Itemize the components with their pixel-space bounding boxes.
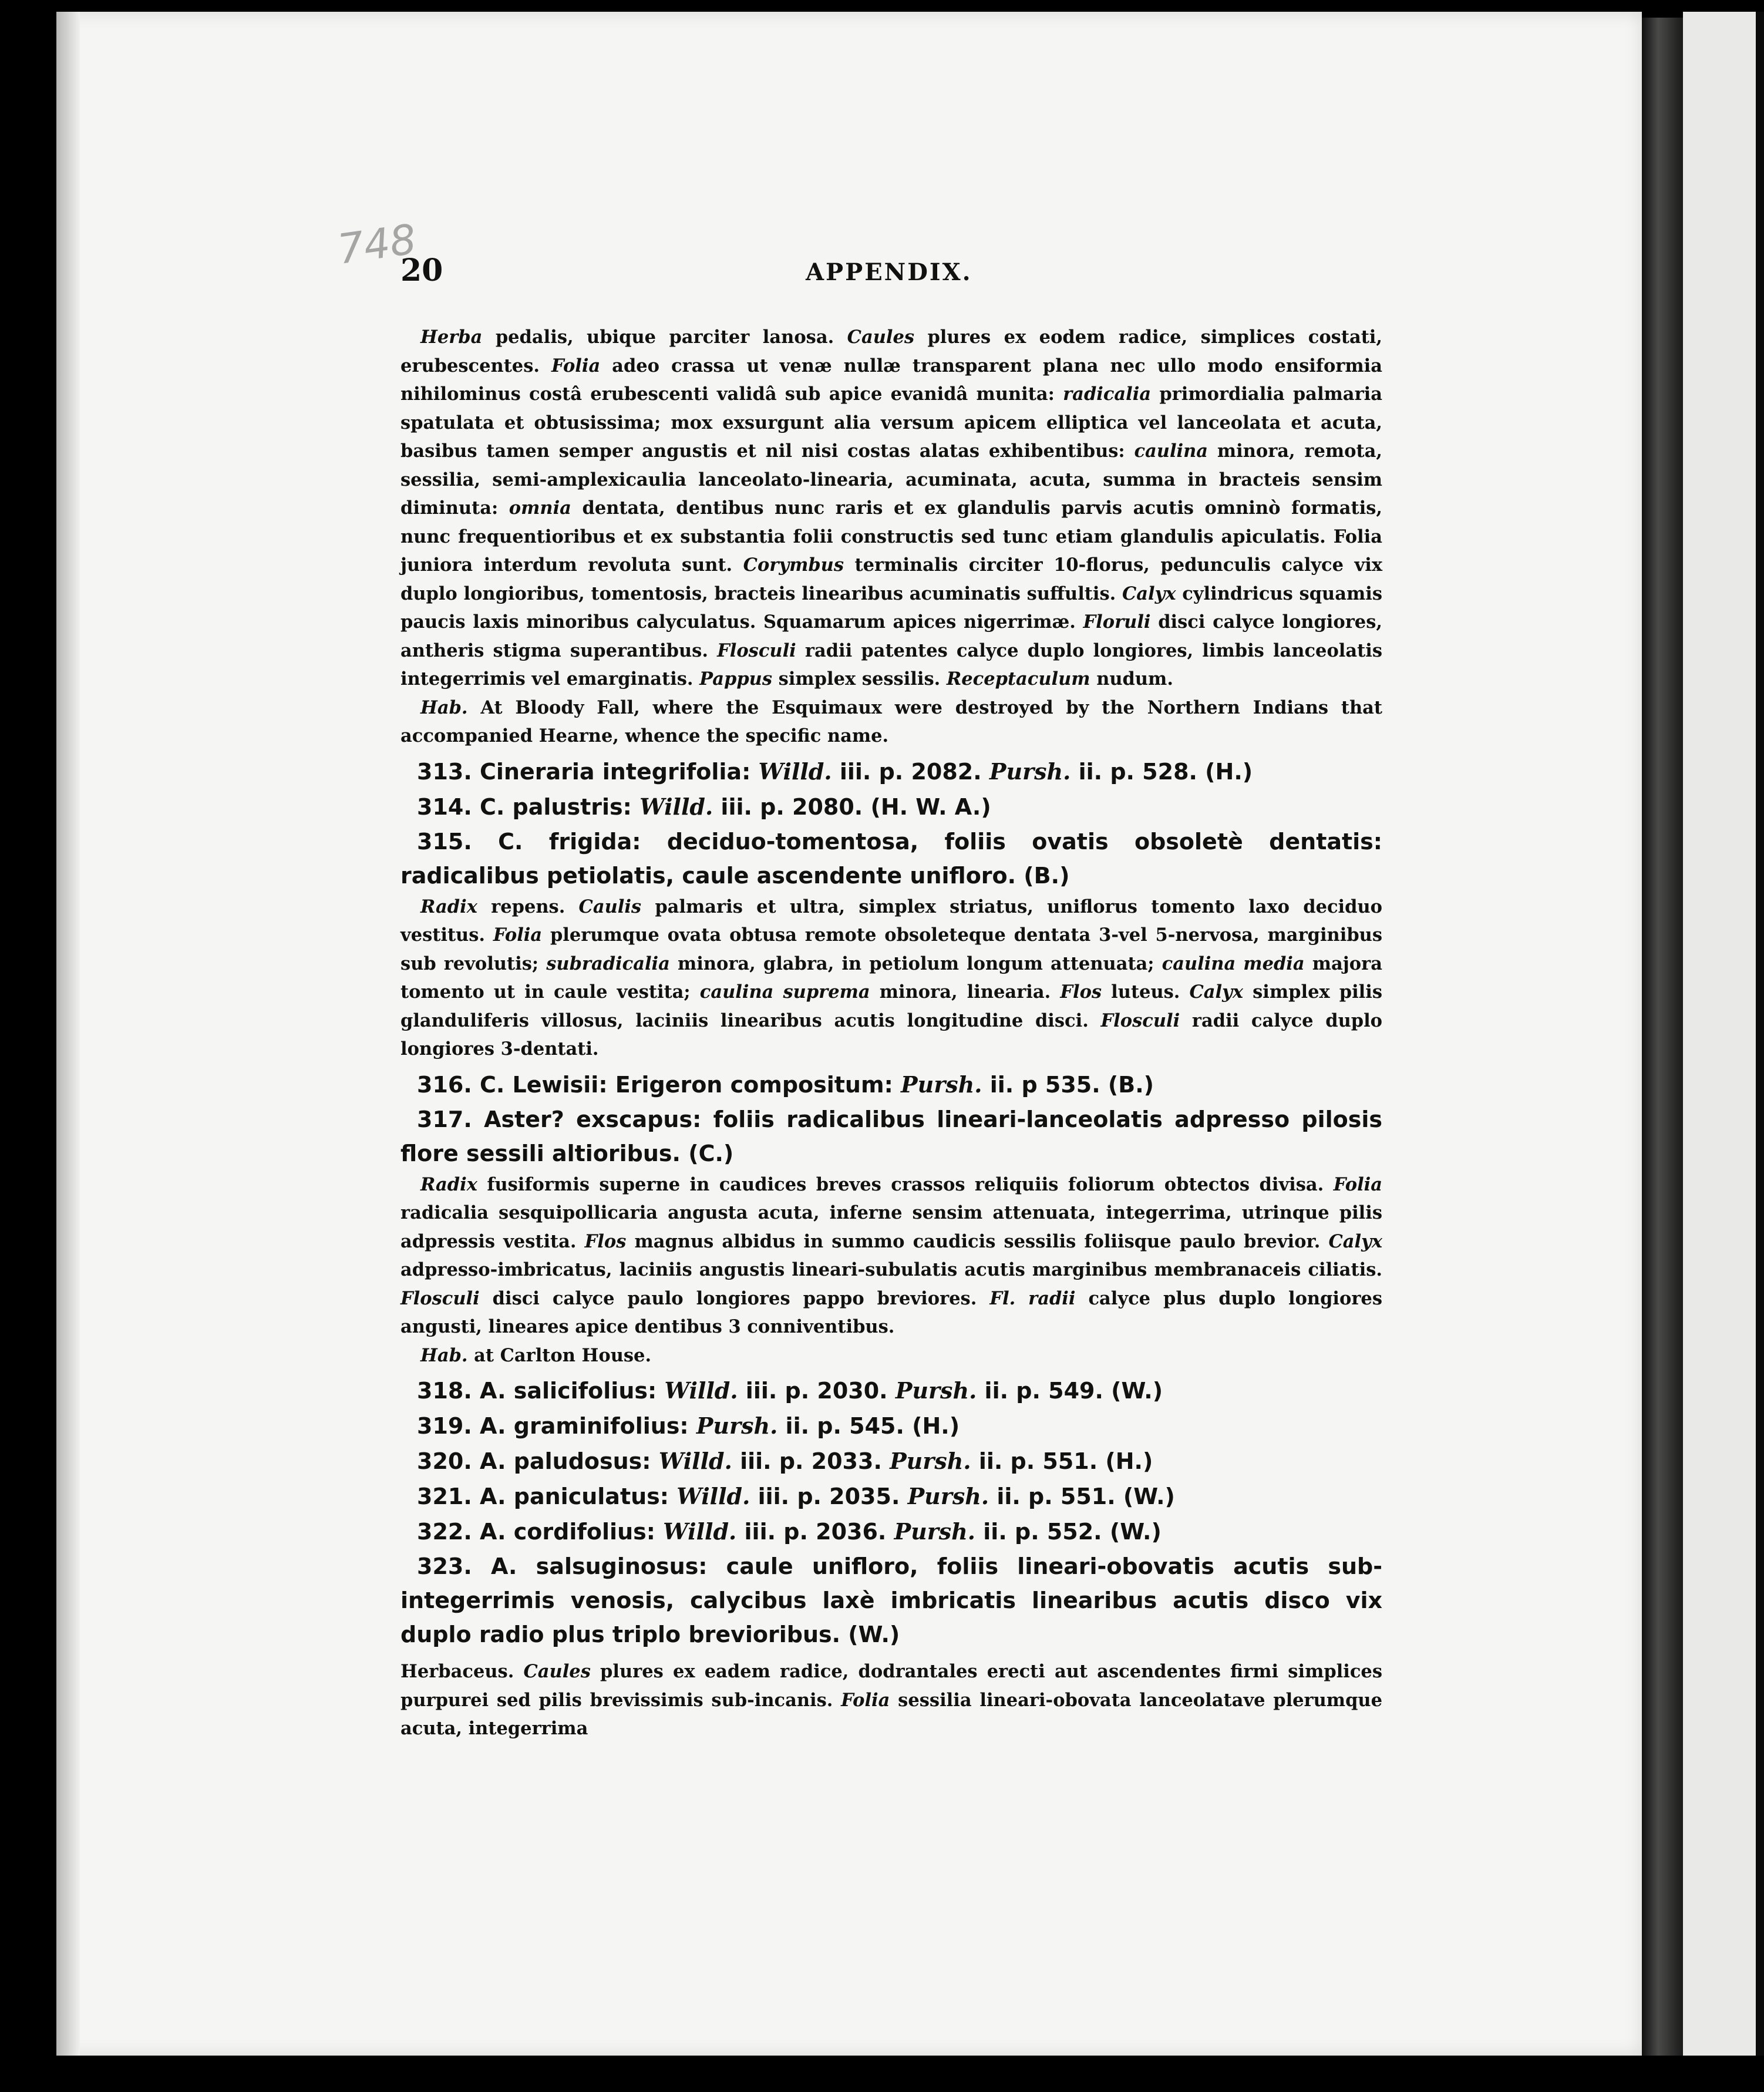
- description-paragraph: [400, 1171, 1382, 1341]
- term-calyx: Calyx: [1189, 981, 1244, 1003]
- entry-315: [400, 825, 1382, 893]
- author-pursh: Pursh.: [696, 1412, 778, 1439]
- author-pursh: Pursh.: [895, 1377, 977, 1404]
- term-folia: Folia: [1333, 1173, 1382, 1195]
- term-caulina: caulina: [1134, 440, 1208, 462]
- entry-number: 316.: [417, 1071, 472, 1098]
- text-run: iii. p. 2080. (H. W. A.): [713, 793, 991, 820]
- author-willd: Willd.: [664, 1377, 738, 1404]
- description-paragraph: [400, 1657, 1382, 1743]
- book-spine: [1642, 18, 1683, 2073]
- author-pursh: Pursh.: [890, 1448, 971, 1474]
- term-caules: Caules: [523, 1661, 591, 1682]
- author-willd: Willd.: [676, 1483, 750, 1509]
- entry-320: [400, 1444, 1382, 1479]
- text-run: A. paniculatus:: [472, 1484, 677, 1509]
- text-run: At Bloody Fall, where the Esquimaux were destroyed by the Northern Indians that accompanied Hearne, whence the specific name.: [400, 697, 1382, 746]
- text-run: cylindricus squamis paucis laxis minoribus calyculatus. Squamarum apices nigerrimæ.: [400, 583, 1382, 633]
- entry-313: [400, 754, 1382, 789]
- text-run: A. graminifolius:: [472, 1413, 696, 1439]
- pencil-annotation: 748: [334, 215, 419, 274]
- author-pursh: Pursh.: [907, 1483, 989, 1509]
- text-run: adpresso-imbricatus, laciniis angustis lineari-subulatis acutis marginibus membranaceis ciliatis.: [400, 1259, 1382, 1280]
- text-run: plerumque ovata obtusa remote obsoleteque dentata 3-vel 5-nervosa, marginibus sub revolutis;: [400, 924, 1382, 974]
- entry-316: [400, 1067, 1382, 1102]
- text-run: C. Lewisii: Erigeron compositum:: [472, 1071, 901, 1098]
- entry-number: 315.: [417, 828, 472, 855]
- description-paragraph: [400, 893, 1382, 1064]
- term-radix: Radix: [420, 896, 477, 917]
- text-run: nudum.: [1090, 668, 1173, 690]
- text-run: ii. p. 545. (H.): [777, 1413, 960, 1439]
- entry-314: [400, 789, 1382, 825]
- entry-number: 321.: [417, 1484, 472, 1509]
- author-pursh: Pursh.: [894, 1518, 976, 1545]
- text-run: iii. p. 2082.: [831, 758, 989, 785]
- term-caules: Caules: [847, 327, 915, 348]
- term-radix: Radix: [420, 1173, 477, 1195]
- text-run: disci calyce longiores, antheris stigma superantibus.: [400, 611, 1382, 661]
- text-run: ii. p. 552. (W.): [975, 1519, 1162, 1545]
- author-willd: Willd.: [658, 1448, 732, 1474]
- entry-number: 322.: [417, 1519, 472, 1545]
- facing-page-border: [1756, 12, 1764, 2067]
- author-pursh: Pursh.: [901, 1071, 982, 1098]
- text-run: repens.: [477, 896, 579, 917]
- term-caulina-suprema: caulina suprema: [699, 981, 870, 1003]
- text-run: plures ex eodem radice, simplices costati, erubescentes.: [400, 327, 1383, 376]
- text-run: Herbaceus.: [400, 1661, 524, 1682]
- term-flos: Flos: [584, 1230, 627, 1252]
- text-run: ii. p. 528. (H.): [1070, 758, 1253, 785]
- text-run: Cineraria integrifolia:: [472, 758, 759, 785]
- term-radicalia: radicalia: [1063, 384, 1152, 405]
- text-run: minora, remota, sessilia, semi-amplexicaulia lanceolato-linearia, acuminata, acuta, summa in bracteis sensim diminuta:: [400, 440, 1382, 519]
- text-run: minora, glabra, in petiolum longum attenuata;: [669, 953, 1162, 974]
- entry-323: [400, 1549, 1382, 1652]
- entry-number: 313.: [417, 758, 472, 785]
- text-run: dentata, dentibus nunc raris et ex glandulis parvis acutis omninò formatis, nunc frequentioribus et ex substantia folii constructis sed tunc etiam glandulis apiculatis. Folia juniora interdum revoluta sunt.: [400, 497, 1382, 576]
- term-hab: Hab.: [420, 1344, 468, 1366]
- term-fl-radii: Fl. radii: [989, 1287, 1076, 1309]
- text-run: A. cordifolius:: [472, 1519, 664, 1545]
- term-flos: Flos: [1060, 981, 1102, 1003]
- entry-number: 318.: [417, 1378, 472, 1404]
- text-run: simplex pilis glanduliferis villosus, laciniis linearibus acutis longitudine disci.: [400, 981, 1382, 1031]
- running-title: APPENDIX.: [806, 258, 972, 286]
- text-run: Aster? exscapus: foliis radicalibus lineari-lanceolatis adpresso pilosis flore sessili altioribus. (C.): [400, 1106, 1382, 1166]
- text-run: magnus albidus in summo caudicis sessilis foliisque paulo brevior.: [626, 1230, 1329, 1252]
- text-run: calyce plus duplo longiores angusti, lineares apice dentibus 3 conniventibus.: [400, 1287, 1383, 1337]
- term-floruli: Floruli: [1083, 611, 1151, 633]
- term-flosculi: Flosculi: [717, 640, 796, 661]
- entry-322: [400, 1514, 1382, 1549]
- text-run: ii. p. 551. (W.): [989, 1484, 1175, 1509]
- term-calyx: Calyx: [1328, 1230, 1382, 1252]
- text-run: terminalis circiter 10-florus, pedunculis calyce vix duplo longioribus, tomentosis, bracteis linearibus acuminatis suffultis.: [400, 554, 1382, 604]
- term-flosculi: Flosculi: [400, 1287, 480, 1309]
- term-folia: Folia: [841, 1689, 890, 1711]
- text-run: pedalis, ubique parciter lanosa.: [482, 327, 847, 348]
- page-gutter-shadow: [56, 12, 80, 2056]
- habitat-paragraph: [400, 1341, 1382, 1370]
- text-run: iii. p. 2036.: [736, 1519, 894, 1545]
- description-paragraph: [400, 323, 1382, 694]
- term-folia: Folia: [493, 924, 543, 946]
- page-number: 20: [400, 253, 443, 288]
- scan-bottom-border: [0, 2056, 1764, 2092]
- text-run: at Carlton House.: [467, 1344, 652, 1366]
- text-run: ii. p. 551. (H.): [971, 1448, 1153, 1474]
- text-run: A. salsuginosus: caule unifloro, foliis lineari-obovatis acutis sub-integerrimis venosis, calycibus laxè imbricatis linearibus acutis disco vix duplo radio plus triplo brevioribus. (W.): [400, 1553, 1382, 1647]
- entry-319: [400, 1408, 1382, 1444]
- text-run: radicalia sesquipollicaria angusta acuta, inferne sensim attenuata, integerrima, utrinque pilis adpressis vestita.: [400, 1202, 1382, 1252]
- text-run: sessilia lineari-obovata lanceolatave plerumque acuta, integerrima: [400, 1689, 1382, 1739]
- facing-page-edge: [1683, 12, 1764, 2067]
- entry-317: [400, 1102, 1382, 1171]
- term-flosculi: Flosculi: [1100, 1010, 1180, 1031]
- author-willd: Willd.: [663, 1518, 737, 1545]
- entry-318: [400, 1373, 1382, 1408]
- term-corymbus: Corymbus: [743, 554, 844, 576]
- text-run: A. salicifolius:: [472, 1378, 665, 1404]
- text-run: simplex sessilis.: [772, 668, 947, 690]
- entry-number: 314.: [417, 793, 472, 820]
- entry-number: 317.: [417, 1106, 472, 1132]
- term-herba: Herba: [420, 327, 483, 348]
- text-run: C. frigida: deciduo-tomentosa, foliis ovatis obsoletè dentatis: radicalibus petiolatis, caule ascendente unifloro. (B.): [400, 828, 1382, 889]
- text-run: majora tomento ut in caule vestita;: [400, 953, 1382, 1003]
- text-run: disci calyce paulo longiores pappo breviores.: [479, 1287, 990, 1309]
- text-run: C. palustris:: [472, 793, 640, 820]
- text-run: iii. p. 2033.: [732, 1448, 890, 1474]
- term-folia: Folia: [551, 355, 601, 376]
- entry-number: 319.: [417, 1413, 472, 1439]
- text-run: minora, linearia.: [870, 981, 1061, 1003]
- term-hab: Hab.: [420, 697, 468, 718]
- text-run: A. paludosus:: [472, 1448, 659, 1474]
- term-subradicalia: subradicalia: [546, 953, 670, 974]
- term-omnia: omnia: [509, 497, 571, 519]
- text-run: radii patentes calyce duplo longiores, limbis lanceolatis integerrimis vel emarginatis.: [400, 640, 1382, 690]
- term-caulis: Caulis: [578, 896, 642, 917]
- entry-321: [400, 1479, 1382, 1514]
- author-willd: Willd.: [758, 758, 832, 785]
- text-run: plures ex eadem radice, dodrantales erecti aut ascendentes firmi simplices purpurei sed pilis brevissimis sub-incanis.: [400, 1661, 1382, 1711]
- text-run: palmaris et ultra, simplex striatus, uniflorus tomento laxo deciduo vestitus.: [400, 896, 1382, 946]
- text-run: iii. p. 2035.: [750, 1484, 908, 1509]
- text-run: radii calyce duplo longiores 3-dentati.: [400, 1010, 1382, 1060]
- term-receptaculum: Receptaculum: [946, 668, 1090, 690]
- term-caulina-media: caulina media: [1162, 953, 1305, 974]
- author-pursh: Pursh.: [989, 758, 1071, 785]
- term-pappus: Pappus: [699, 668, 773, 690]
- text-run: ii. p 535. (B.): [982, 1071, 1154, 1098]
- text-run: luteus.: [1102, 981, 1190, 1003]
- page-content: [400, 253, 1382, 1743]
- term-calyx: Calyx: [1122, 583, 1176, 604]
- author-willd: Willd.: [639, 793, 713, 820]
- text-run: primordialia palmaria spatulata et obtusissima; mox exsurgunt alia versum apicem elliptica vel lanceolata et acuta, basibus tamen semper angustis et nil nisi costas alatas exhibentibus:: [400, 384, 1382, 462]
- entry-number: 320.: [417, 1448, 472, 1474]
- text-run: iii. p. 2030.: [738, 1378, 896, 1404]
- text-run: ii. p. 549. (W.): [977, 1378, 1163, 1404]
- entry-number: 323.: [417, 1553, 472, 1579]
- habitat-paragraph: [400, 694, 1382, 751]
- text-run: adeo crassa ut venæ nullæ transparent plana nec ullo modo ensiformia nihilominus costâ erubescenti validâ sub apice evanidâ munita:: [400, 355, 1382, 405]
- page-header: [400, 253, 1382, 323]
- text-run: fusiformis superne in caudices breves crassos reliquiis foliorum obtectos divisa.: [477, 1173, 1334, 1195]
